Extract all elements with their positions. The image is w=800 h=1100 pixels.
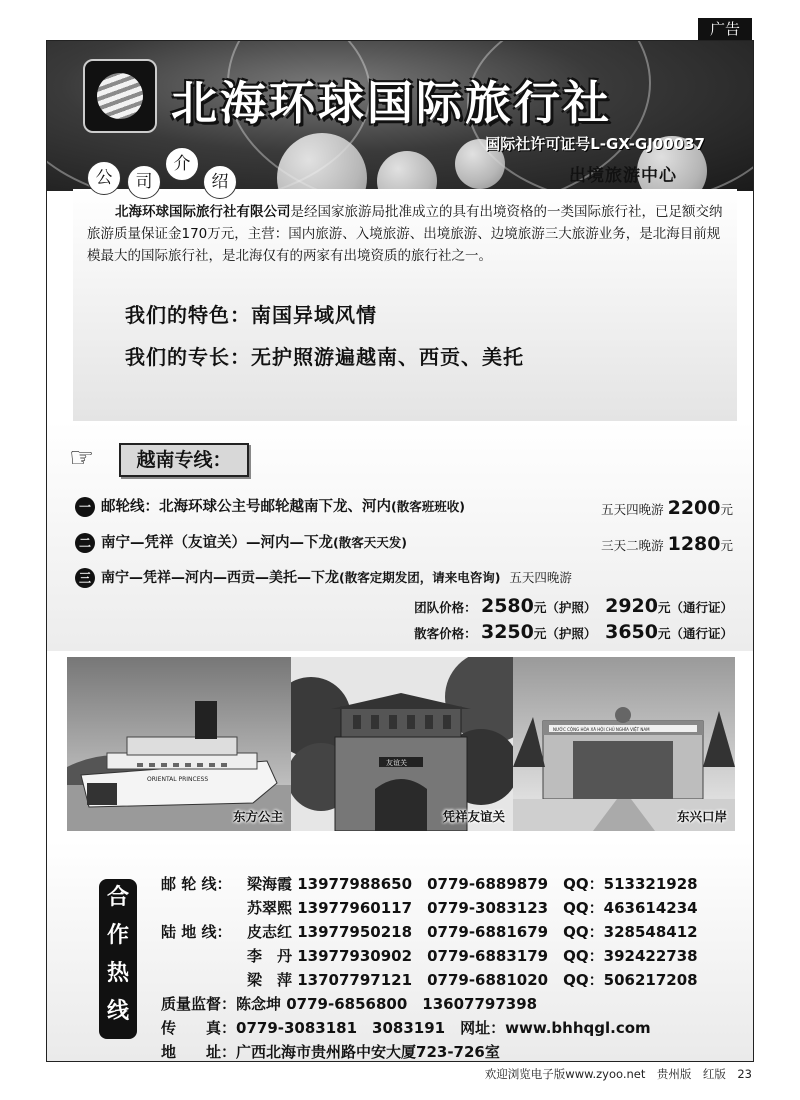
supervision-label: 质量监督：: [161, 995, 237, 1013]
intro-body: 是经国家旅游局批准成立的具有出境资格的一类国际旅行社，已足额交纳旅游质量保证金170万元，主营：国内旅游、入境旅游、出境旅游、边境旅游三大旅游业务，是北海目前规模最大的国际旅行社，是北海仅有的两家有出境资质的旅行社之一。: [87, 204, 723, 264]
route-duration: 五天四晚游: [601, 502, 664, 517]
route-price: [601, 533, 733, 555]
contact-mobile: 13707797121: [297, 971, 413, 989]
contact-name: 梁海霞: [247, 875, 293, 893]
contact-name: 梁 萍: [247, 971, 293, 989]
contact-name: 苏翠熙: [247, 899, 293, 917]
route-price: [601, 497, 733, 519]
contact-mobile: 13977930902: [297, 947, 413, 965]
price-passport: 3250: [480, 621, 534, 643]
hotline-badge-char: 热: [106, 961, 129, 986]
fax-row: [161, 1017, 651, 1038]
route-price-unit: 元: [720, 502, 733, 517]
price-permit-unit: 元（通行证）: [657, 626, 733, 641]
contact-tel: 0779-6883179: [427, 947, 549, 965]
ad-tag: 广告: [698, 18, 752, 40]
intro-badge: 公: [87, 161, 121, 195]
route-number: 一: [75, 497, 95, 517]
price-permit-unit: 元（通行证）: [657, 600, 733, 615]
company-logo: [83, 59, 157, 133]
address-value: 广西北海市贵州路中安大厦723-726室: [236, 1043, 500, 1061]
intro-badges: [87, 151, 247, 201]
photo-strip: [67, 657, 735, 831]
route-item: [75, 567, 572, 588]
outbound-center: 出境旅游中心: [569, 166, 677, 186]
group-price-row: [414, 595, 733, 617]
intro-badge: 司: [127, 165, 161, 199]
contact-tel: 0779-6889879: [427, 875, 549, 893]
license-number: 国际社许可证号L-GX-GJ00037: [485, 135, 705, 153]
contact-mobile: 13977950218: [297, 923, 413, 941]
contact-row: [247, 873, 698, 894]
gate-plaque-text: 友谊关: [386, 759, 407, 767]
vietnam-heading: 越南专线：: [119, 443, 249, 477]
route-number: 二: [75, 533, 95, 553]
photo-caption: 凭祥友谊关: [442, 809, 505, 824]
photo-dongxing-port: [513, 657, 735, 831]
price-passport: 2580: [480, 595, 534, 617]
feature-line: 我们的特色：南国异域风情: [125, 303, 377, 327]
price-label: 团队价格：: [414, 600, 477, 615]
contact-name: 李 丹: [247, 947, 293, 965]
hotline-badge-char: 线: [106, 999, 129, 1024]
route-name: 邮轮线：北海环球公主号邮轮越南下龙、河内: [101, 499, 391, 515]
photo-caption: 东兴口岸: [676, 809, 727, 824]
feature-line: 我们的专长：无护照游遍越南、西贡、美托: [125, 345, 524, 369]
contact-row: [247, 921, 698, 942]
globe-icon: [97, 73, 143, 119]
route-number: 三: [75, 568, 95, 588]
supervision-value: 陈念坤 0779-6856800 13607797398: [236, 995, 538, 1013]
intro-company-name: 北海环球国际旅行社有限公司: [115, 204, 291, 220]
price-permit: 2920: [605, 595, 658, 617]
route-name: 南宁—凭祥—河内—西贡—美托—下龙: [101, 570, 339, 586]
route-item: [75, 531, 407, 553]
price-label: 散客价格：: [414, 626, 477, 641]
contact-row: [247, 897, 698, 918]
contact-label: 邮 轮 线：: [161, 875, 232, 893]
individual-price-row: [414, 621, 733, 643]
contact-qq: QQ：392422738: [563, 947, 698, 965]
route-item: [75, 495, 465, 517]
ship-name-text: ORIENTAL PRINCESS: [147, 776, 209, 783]
ad-frame: [46, 40, 754, 1062]
photo-youyi-pass: [291, 657, 513, 831]
address-label: 地 址：: [161, 1043, 237, 1061]
address-row: [161, 1041, 500, 1062]
route-price-amount: 2200: [667, 497, 721, 519]
contact-name: 皮志红: [247, 923, 293, 941]
intro-badge: 绍: [203, 165, 237, 199]
hotline-badge-char: 作: [106, 923, 129, 948]
route-duration: 三天二晚游: [601, 538, 664, 553]
price-passport-unit: 元（护照）: [533, 600, 597, 615]
hotline-badge-char: 合: [106, 885, 129, 910]
contact-qq: QQ：463614234: [563, 899, 698, 917]
contact-tel: 0779-3083123: [427, 899, 549, 917]
contact-qq: QQ：513321928: [563, 875, 698, 893]
pointing-hand-icon: ☞: [69, 441, 95, 474]
price-passport-unit: 元（护照）: [533, 626, 597, 641]
contact-mobile: 13977988650: [297, 875, 413, 893]
contact-tel: 0779-6881020: [427, 971, 549, 989]
route-note: (散客班班收): [391, 499, 465, 514]
port-sign-text: NƯỚC CỘNG HÒA XÃ HỘI CHỦ NGHĨA VIỆT NAM: [553, 727, 650, 732]
intro-badge: 介: [165, 147, 199, 181]
route-price-unit: 元: [720, 538, 733, 553]
contact-qq: QQ：328548412: [563, 923, 698, 941]
supervision-row: [161, 993, 537, 1014]
company-title: 北海环球国际旅行社: [171, 76, 612, 130]
contact-qq: QQ：506217208: [563, 971, 698, 989]
fax-label: 传 真：: [161, 1019, 237, 1037]
contact-row: [247, 945, 698, 966]
route-note: (散客天天发): [333, 535, 407, 550]
fax-value: 0779-3083181 3083191 网址：www.bhhqgl.com: [236, 1019, 651, 1037]
contact-row: [247, 969, 698, 990]
hotline-badge: [99, 879, 137, 1039]
contact-tel: 0779-6881679: [427, 923, 549, 941]
route-duration: 五天四晚游: [509, 570, 572, 585]
contact-mobile: 13977960117: [297, 899, 413, 917]
photo-caption: 东方公主: [232, 809, 283, 824]
page-footer: 欢迎浏览电子版www.zyoo.net 贵州版 红版 23: [484, 1067, 752, 1081]
route-price-amount: 1280: [667, 533, 721, 555]
contact-label: 陆 地 线：: [161, 923, 232, 941]
route-note: (散客定期发团，请来电咨询): [339, 570, 501, 585]
route-name: 南宁—凭祥（友谊关）—河内—下龙: [101, 535, 333, 551]
intro-paragraph: [87, 201, 731, 267]
price-permit: 3650: [605, 621, 658, 643]
photo-oriental-princess: [67, 657, 291, 831]
